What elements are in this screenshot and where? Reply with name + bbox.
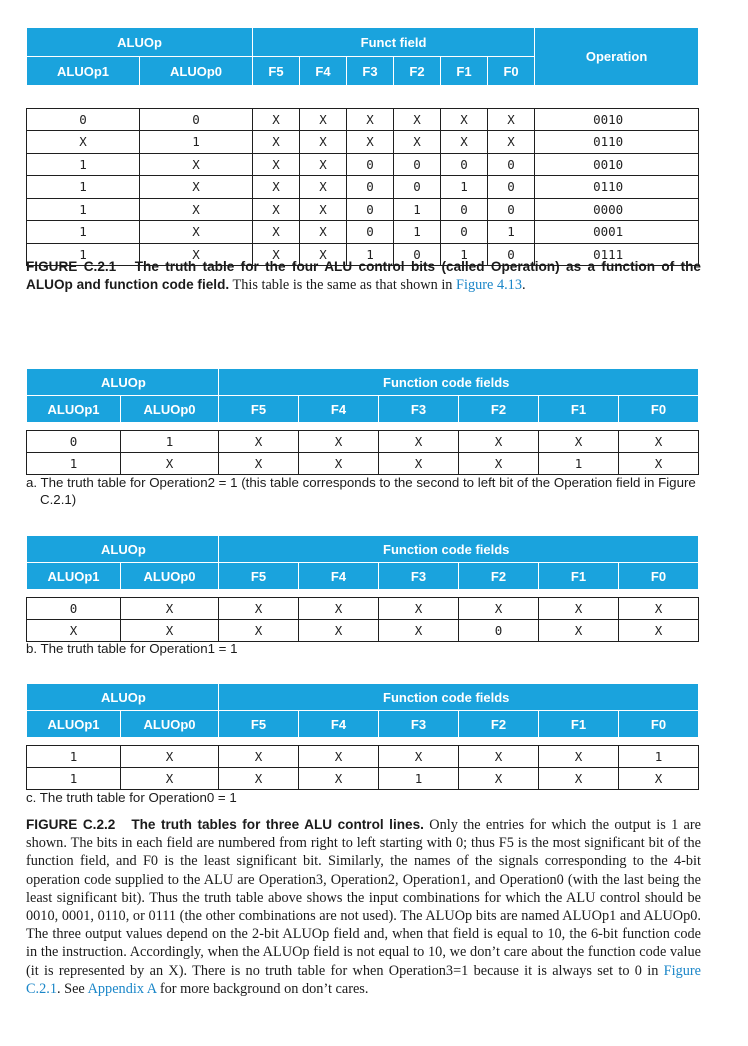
function-code-fields-header: Function code fields — [219, 536, 699, 563]
column-header: F0 — [488, 57, 535, 86]
cell: X — [299, 746, 379, 768]
cell: X — [539, 431, 619, 453]
cell: X — [121, 598, 219, 620]
column-header: ALUOp1 — [27, 563, 121, 590]
cell: X — [300, 108, 347, 131]
cell: X — [253, 153, 300, 176]
operation-cell: 0110 — [535, 176, 699, 199]
cell: 0 — [140, 108, 253, 131]
table-row — [27, 453, 699, 475]
cell: X — [488, 131, 535, 154]
table-row — [27, 221, 699, 244]
column-header: F2 — [394, 57, 441, 86]
operation-header: Operation — [535, 28, 699, 86]
cell: X — [299, 620, 379, 642]
cell: 0 — [347, 198, 394, 221]
column-header: F4 — [299, 711, 379, 738]
column-header: F4 — [300, 57, 347, 86]
cell: X — [459, 598, 539, 620]
cell: 0 — [488, 243, 535, 266]
cell: X — [539, 620, 619, 642]
figure-c21-caption: FIGURE C.2.1 The truth table for the four ALU control bits (called Operation) as a function of the ALUOp and function code field. This table is the same as that shown in Figure 4.13. — [26, 259, 701, 294]
cell: X — [253, 131, 300, 154]
cell: X — [459, 453, 539, 475]
figure-title: The truth tables for three ALU control lines. — [131, 817, 424, 832]
cell: 0 — [347, 221, 394, 244]
figure-c21-link[interactable]: Figure C.2.1 — [26, 962, 701, 997]
cell: X — [441, 131, 488, 154]
table-row — [27, 153, 699, 176]
cell: X — [347, 131, 394, 154]
table-row — [27, 108, 699, 131]
table-row — [27, 746, 699, 768]
cell: 1 — [27, 198, 140, 221]
function-code-fields-header: Function code fields — [219, 684, 699, 711]
cell: X — [140, 221, 253, 244]
cell: 0 — [488, 176, 535, 199]
cell: X — [619, 620, 699, 642]
cell: 0 — [27, 108, 140, 131]
cell: X — [394, 131, 441, 154]
cell: 0 — [394, 176, 441, 199]
column-header: F4 — [299, 396, 379, 423]
cell: 0 — [488, 198, 535, 221]
operation-cell: 0110 — [535, 131, 699, 154]
cell: 1 — [27, 768, 121, 790]
cell: X — [379, 598, 459, 620]
cell: X — [379, 453, 459, 475]
cell: X — [300, 131, 347, 154]
cell: X — [219, 746, 299, 768]
column-header: ALUOp0 — [121, 396, 219, 423]
cell: 1 — [488, 221, 535, 244]
figure-text: This table is the same as that shown in — [232, 277, 453, 294]
cell: 1 — [441, 243, 488, 266]
aluop-group-header: ALUOp — [27, 684, 219, 711]
table-row — [27, 176, 699, 199]
cell: X — [253, 198, 300, 221]
column-header: F2 — [459, 711, 539, 738]
figure-c22-caption: FIGURE C.2.2 The truth tables for three ALU control lines. Only the entries for which the output is 1 are shown. The bits in each field are numbered from right to left starting with 0; thus F5 is the most significant bit of the function field, and F0 is the least significant bit. Similarly, the names of the signals corresponding to the 4-bit operation code supplied to the ALU are Operation3, Operation2, Operation1, and Operation0 (with the last being the least significant bit). Thus the truth table above shows the input combinations for which the ALU control should be 0010, 0001, 0110, or 0111 (the other combinations are not used). The ALUOp bits are named ALUOp1 and ALUOp0. The three output values depend on the 2-bit ALUOp field and, when that field is equal to 10, the 6-bit function code in the instruction. Accordingly, when the ALUOp field is not equal to 10, we don’t care about the function code value (it is represented by an X). There is no truth table for when Operation3=1 because it is always set to 0 in Figure C.2.1. See Appendix A for more background on don’t cares. — [26, 817, 701, 997]
operation-cell: 0001 — [535, 221, 699, 244]
cell: X — [459, 431, 539, 453]
aluop-group-header: ALUOp — [27, 28, 253, 57]
alu-control-truth-table — [26, 27, 699, 266]
cell: X — [300, 153, 347, 176]
operation1-truth-table — [26, 535, 699, 642]
table-b-caption: b. The truth table for Operation1 = 1 — [26, 641, 238, 656]
cell: X — [300, 243, 347, 266]
cell: X — [140, 243, 253, 266]
column-header: F1 — [539, 396, 619, 423]
cell: X — [140, 176, 253, 199]
table-row — [27, 131, 699, 154]
aluop-group-header: ALUOp — [27, 536, 219, 563]
table-c-caption: c. The truth table for Operation0 = 1 — [26, 790, 237, 805]
cell: 1 — [441, 176, 488, 199]
cell: X — [539, 746, 619, 768]
operation-cell: 0000 — [535, 198, 699, 221]
cell: X — [219, 620, 299, 642]
cell: X — [300, 176, 347, 199]
cell: X — [219, 431, 299, 453]
cell: X — [300, 198, 347, 221]
table-row — [27, 620, 699, 642]
cell: 1 — [619, 746, 699, 768]
cell: X — [219, 768, 299, 790]
cell: 1 — [121, 431, 219, 453]
cell: X — [441, 108, 488, 131]
operation-cell: 0111 — [535, 243, 699, 266]
cell: 0 — [441, 153, 488, 176]
cell: X — [27, 620, 121, 642]
cell: 1 — [394, 221, 441, 244]
cell: 1 — [27, 176, 140, 199]
cell: X — [299, 768, 379, 790]
cell: X — [619, 768, 699, 790]
column-header: F3 — [347, 57, 394, 86]
cell: 0 — [27, 598, 121, 620]
cell: 1 — [140, 131, 253, 154]
cell: X — [253, 176, 300, 199]
figure-title: The truth table for the four ALU control bits (called Operation) as a function of the ALUOp and function code field. — [26, 259, 701, 293]
column-header: F0 — [619, 711, 699, 738]
cell: X — [27, 131, 140, 154]
cell: 1 — [27, 453, 121, 475]
cell: X — [299, 453, 379, 475]
column-header: F3 — [379, 711, 459, 738]
cell: X — [140, 153, 253, 176]
cell: 1 — [394, 198, 441, 221]
figure-text: Only the entries for which the output is 1 are shown. The bits in each field are numbered from right to left starting with 0; thus F5 is the most significant bit of the function field, and F0 is the least significant bit. Similarly, the names of the signals corresponding to the 4-bit operation code supplied to the ALU are Operation3, Operation2, Operation1, and Operation0 (with the last being the least significant bit). Thus the truth table above shows the input combinations for which the ALU control should be 0010, 0001, 0110, or 0111 (the other combinations are not used). The ALUOp bits are named ALUOp1 and ALUOp0. The three output values depend on the 2-bit ALUOp field and, when that field is equal to 10, the 6-bit function code in the instruction. Accordingly, when the ALUOp field is not equal to 10, we don’t care about the function code value (it is represented by an X). There is no truth table for when Operation3=1 because it is always set to 0 in — [26, 817, 701, 979]
cell: 0 — [394, 243, 441, 266]
column-header: F1 — [539, 711, 619, 738]
appendix-a-link[interactable]: Appendix A — [87, 980, 157, 997]
cell: X — [539, 598, 619, 620]
column-header: F3 — [379, 563, 459, 590]
cell: 0 — [441, 198, 488, 221]
cell: 0 — [459, 620, 539, 642]
cell: X — [459, 746, 539, 768]
figure-label: FIGURE C.2.1 — [26, 259, 117, 274]
column-header: F1 — [539, 563, 619, 590]
column-header: F2 — [459, 396, 539, 423]
table-row — [27, 768, 699, 790]
cell: X — [121, 746, 219, 768]
cell: X — [347, 108, 394, 131]
column-header: ALUOp1 — [27, 57, 140, 86]
cell: X — [219, 453, 299, 475]
cell: 0 — [27, 431, 121, 453]
cell: 1 — [27, 746, 121, 768]
aluop-group-header: ALUOp — [27, 369, 219, 396]
cell: X — [488, 108, 535, 131]
column-header: F5 — [253, 57, 300, 86]
function-code-fields-header: Function code fields — [219, 369, 699, 396]
column-header: F5 — [219, 396, 299, 423]
cell: X — [253, 243, 300, 266]
column-header: F0 — [619, 396, 699, 423]
cell: X — [379, 431, 459, 453]
cell: 0 — [347, 176, 394, 199]
cell: X — [140, 198, 253, 221]
cell: X — [299, 598, 379, 620]
funct-field-group-header: Funct field — [253, 28, 535, 57]
table-row — [27, 431, 699, 453]
cell: 1 — [539, 453, 619, 475]
column-header: F0 — [619, 563, 699, 590]
cell: 0 — [441, 221, 488, 244]
cell: X — [253, 108, 300, 131]
column-header: ALUOp1 — [27, 711, 121, 738]
cell: X — [219, 598, 299, 620]
cell: 0 — [347, 153, 394, 176]
cell: X — [539, 768, 619, 790]
cell: 1 — [27, 221, 140, 244]
operation0-truth-table — [26, 683, 699, 790]
cell: X — [253, 221, 300, 244]
operation-cell: 0010 — [535, 153, 699, 176]
cell: 1 — [379, 768, 459, 790]
operation2-truth-table — [26, 368, 699, 475]
cell: 1 — [347, 243, 394, 266]
cell: X — [394, 108, 441, 131]
table-a-caption: a. The truth table for Operation2 = 1 (this table corresponds to the second to left bit of the Operation field in Figure C.2.1) — [26, 475, 696, 507]
cell: X — [459, 768, 539, 790]
figure-label: FIGURE C.2.2 — [26, 817, 116, 832]
column-header: ALUOp0 — [140, 57, 253, 86]
cell: X — [619, 453, 699, 475]
cell: 1 — [27, 243, 140, 266]
cell: X — [379, 620, 459, 642]
operation-cell: 0010 — [535, 108, 699, 131]
cell: X — [300, 221, 347, 244]
cell: X — [121, 453, 219, 475]
column-header: F1 — [441, 57, 488, 86]
cell: 0 — [488, 153, 535, 176]
cell: X — [619, 598, 699, 620]
cell: X — [121, 620, 219, 642]
column-header: F3 — [379, 396, 459, 423]
column-header: F2 — [459, 563, 539, 590]
cell: 1 — [27, 153, 140, 176]
figure-4-13-link[interactable]: Figure 4.13 — [456, 277, 522, 294]
column-header: F5 — [219, 711, 299, 738]
column-header: F5 — [219, 563, 299, 590]
column-header: ALUOp0 — [121, 563, 219, 590]
cell: X — [379, 746, 459, 768]
table-row — [27, 198, 699, 221]
cell: X — [299, 431, 379, 453]
column-header: ALUOp0 — [121, 711, 219, 738]
cell: 0 — [394, 153, 441, 176]
column-header: ALUOp1 — [27, 396, 121, 423]
table-row — [27, 598, 699, 620]
cell: X — [121, 768, 219, 790]
cell: X — [619, 431, 699, 453]
column-header: F4 — [299, 563, 379, 590]
